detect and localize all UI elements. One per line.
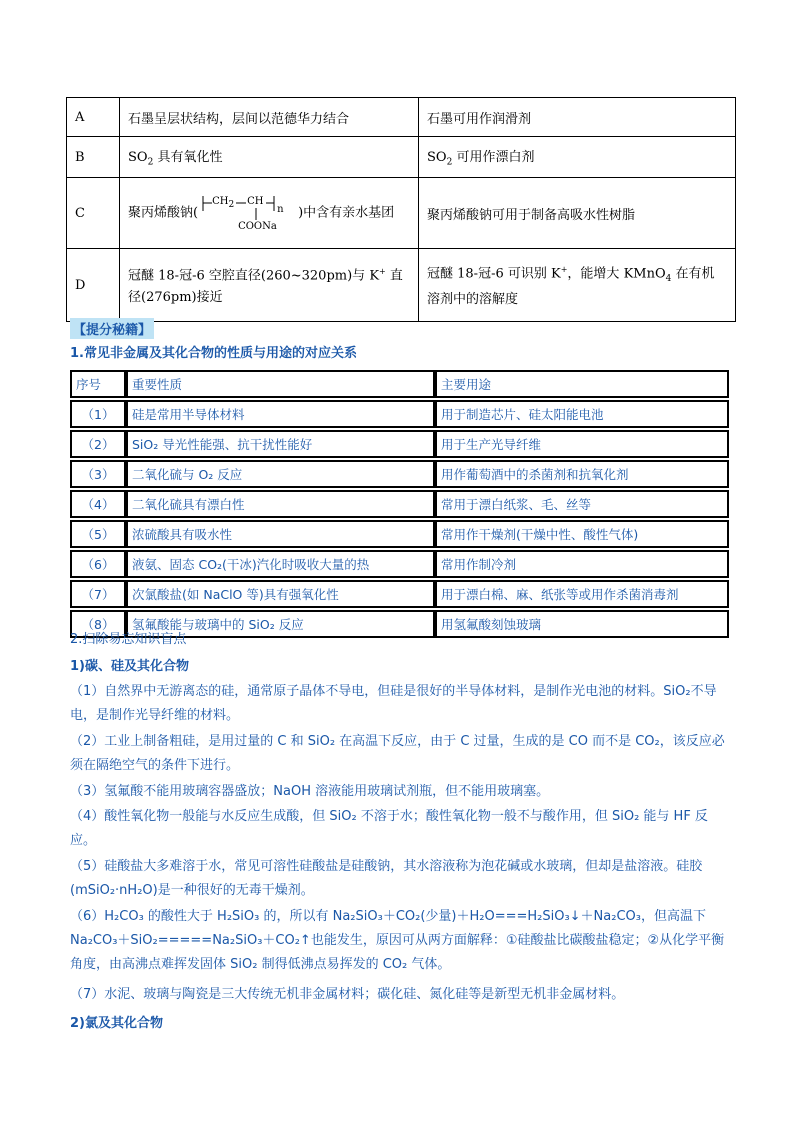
subsection-title: 2)氯及其化合物 (70, 1016, 163, 1031)
tip-heading: 【提分秘籍】 (70, 318, 154, 339)
ch-group: CH (247, 196, 264, 207)
table-row (70, 490, 729, 518)
statement-text: 具有氧化性 (153, 150, 223, 166)
table-row (67, 137, 736, 178)
section-title: 2.扫除易忘知识盲点 (70, 632, 187, 647)
use-cell: 常用作制冷剂 (435, 550, 729, 578)
formula-subscript: 2 (446, 157, 453, 168)
use-cell: 用于制造芯片、硅太阳能电池 (435, 400, 729, 428)
property-cell: 二氧化硫具有漂白性 (126, 490, 435, 518)
paragraph: （6）H₂CO₃ 的酸性大于 H₂SiO₃ 的，所以有 Na₂SiO₃＋CO₂(少量)＋H₂O===H₂SiO₃↓＋Na₂CO₃，但高温下 Na₂CO₃＋SiO₂=====Na₂SiO₃＋CO₂↑也能发生，原因可从两方面解释：①硅酸盐比碳酸盐稳定；②从化学平衡角度，由高沸点难挥发固体 SiO₂ 制得低沸点易挥发的 CO₂ 气体。 (70, 909, 725, 972)
table-row (67, 178, 736, 249)
property-cell: 浓硫酸具有吸水性 (126, 520, 435, 548)
paragraph: （3）氢氟酸不能用玻璃容器盛放；NaOH 溶液能用玻璃试剂瓶，但不能用玻璃塞。 (70, 784, 550, 799)
statement-text: )中含有亲水基团 (298, 205, 395, 221)
statement-cell (120, 178, 419, 249)
property-cell: SiO₂ 导光性能强、抗干扰性能好 (126, 430, 435, 458)
application-cell: 聚丙烯酸钠可用于制备高吸水性树脂 (419, 178, 736, 249)
use-cell: 用于漂白棉、麻、纸张等或用作杀菌消毒剂 (435, 580, 729, 608)
property-cell: 次氯酸盐(如 NaClO 等)具有强氧化性 (126, 580, 435, 608)
comparison-table (66, 97, 736, 322)
table-row (70, 550, 729, 578)
property-cell: 氢氟酸能与玻璃中的 SiO₂ 反应 (126, 610, 435, 638)
polymer-structure (200, 193, 296, 233)
row-label: D (67, 249, 120, 322)
application-cell: 石墨可用作润滑剂 (419, 98, 736, 137)
property-cell: 液氨、固态 CO₂(干冰)汽化时吸收大量的热 (126, 550, 435, 578)
section-title: 1.常见非金属及其化合物的性质与用途的对应关系 (70, 346, 357, 361)
formula-subscript: 2 (147, 157, 154, 168)
paragraph: （1）自然界中无游离态的硅，通常原子晶体不导电，但硅是很好的半导体材料，是制作光电池的材料。SiO₂不导电，是制作光导纤维的材料。 (70, 684, 717, 723)
table-row (70, 520, 729, 548)
statement-cell (120, 137, 419, 178)
use-cell: 用作葡萄酒中的杀菌剂和抗氧化剂 (435, 460, 729, 488)
table-row (67, 249, 736, 322)
table-row (67, 98, 736, 137)
property-cell: 硅是常用半导体材料 (126, 400, 435, 428)
row-number: （2） (70, 430, 126, 458)
use-cell: 用氢氟酸刻蚀玻璃 (435, 610, 729, 638)
ch2-group: $CH_2$ (212, 196, 235, 210)
row-number: （7） (70, 580, 126, 608)
paragraph: （4）酸性氧化物一般能与水反应生成酸，但 SiO₂ 不溶于水；酸性氧化物一般不与酸作用，但 SiO₂ 能与 HF 反应。 (70, 809, 708, 848)
statement-cell: 石墨呈层状结构，层间以范德华力结合 (120, 98, 419, 137)
paragraph: （5）硅酸盐大多难溶于水，常见可溶性硅酸盐是硅酸钠，其水溶液称为泡花碱或水玻璃，但却是盐溶液。硅胶(mSiO₂·nH₂O)是一种很好的无毒干燥剂。 (70, 859, 703, 898)
subsection-title: 1)碳、硅及其化合物 (70, 659, 189, 674)
row-number: （4） (70, 490, 126, 518)
row-label: B (67, 137, 120, 178)
column-header: 序号 (70, 370, 126, 398)
application-cell: 冠醚 18-冠-6 可识别 K+，能增大 KMnO$_4$ 在有机溶剂中的溶解度 (419, 249, 736, 322)
repeat-n: n (277, 204, 284, 215)
paragraph: （2）工业上制备粗硅，是用过量的 C 和 SiO₂ 在高温下反应，由于 C 过量，生成的是 CO 而不是 CO₂，该反应必须在隔绝空气的条件下进行。 (70, 734, 725, 773)
use-cell: 常用作干燥剂(干燥中性、酸性气体) (435, 520, 729, 548)
row-number: （3） (70, 460, 126, 488)
table-row (70, 580, 729, 608)
row-label: C (67, 178, 120, 249)
use-cell: 用于生产光导纤维 (435, 430, 729, 458)
column-header: 重要性质 (126, 370, 435, 398)
table-row (70, 400, 729, 428)
column-header: 主要用途 (435, 370, 729, 398)
property-cell: 二氧化硫与 O₂ 反应 (126, 460, 435, 488)
statement-text: 聚丙烯酸钠( (128, 205, 199, 221)
row-number: （5） (70, 520, 126, 548)
formula-text: SO (427, 150, 447, 166)
row-label: A (67, 98, 120, 137)
statement-cell: 冠醚 18-冠-6 空腔直径(260~320pm)与 K+ 直径(276pm)接近 (120, 249, 419, 322)
table-header-row (70, 370, 729, 398)
application-text: 可用作漂白剂 (452, 150, 535, 166)
use-cell: 常用于漂白纸浆、毛、丝等 (435, 490, 729, 518)
row-number: （1） (70, 400, 126, 428)
row-number: （6） (70, 550, 126, 578)
table-row (70, 430, 729, 458)
application-cell (419, 137, 736, 178)
row-number: （8） (70, 610, 126, 638)
coona-group: COONa (238, 221, 277, 232)
formula-text: SO (128, 150, 148, 166)
table-row (70, 460, 729, 488)
property-use-table (70, 368, 729, 640)
paragraph: （7）水泥、玻璃与陶瓷是三大传统无机非金属材料；碳化硅、氮化硅等是新型无机非金属材料。 (70, 987, 625, 1002)
